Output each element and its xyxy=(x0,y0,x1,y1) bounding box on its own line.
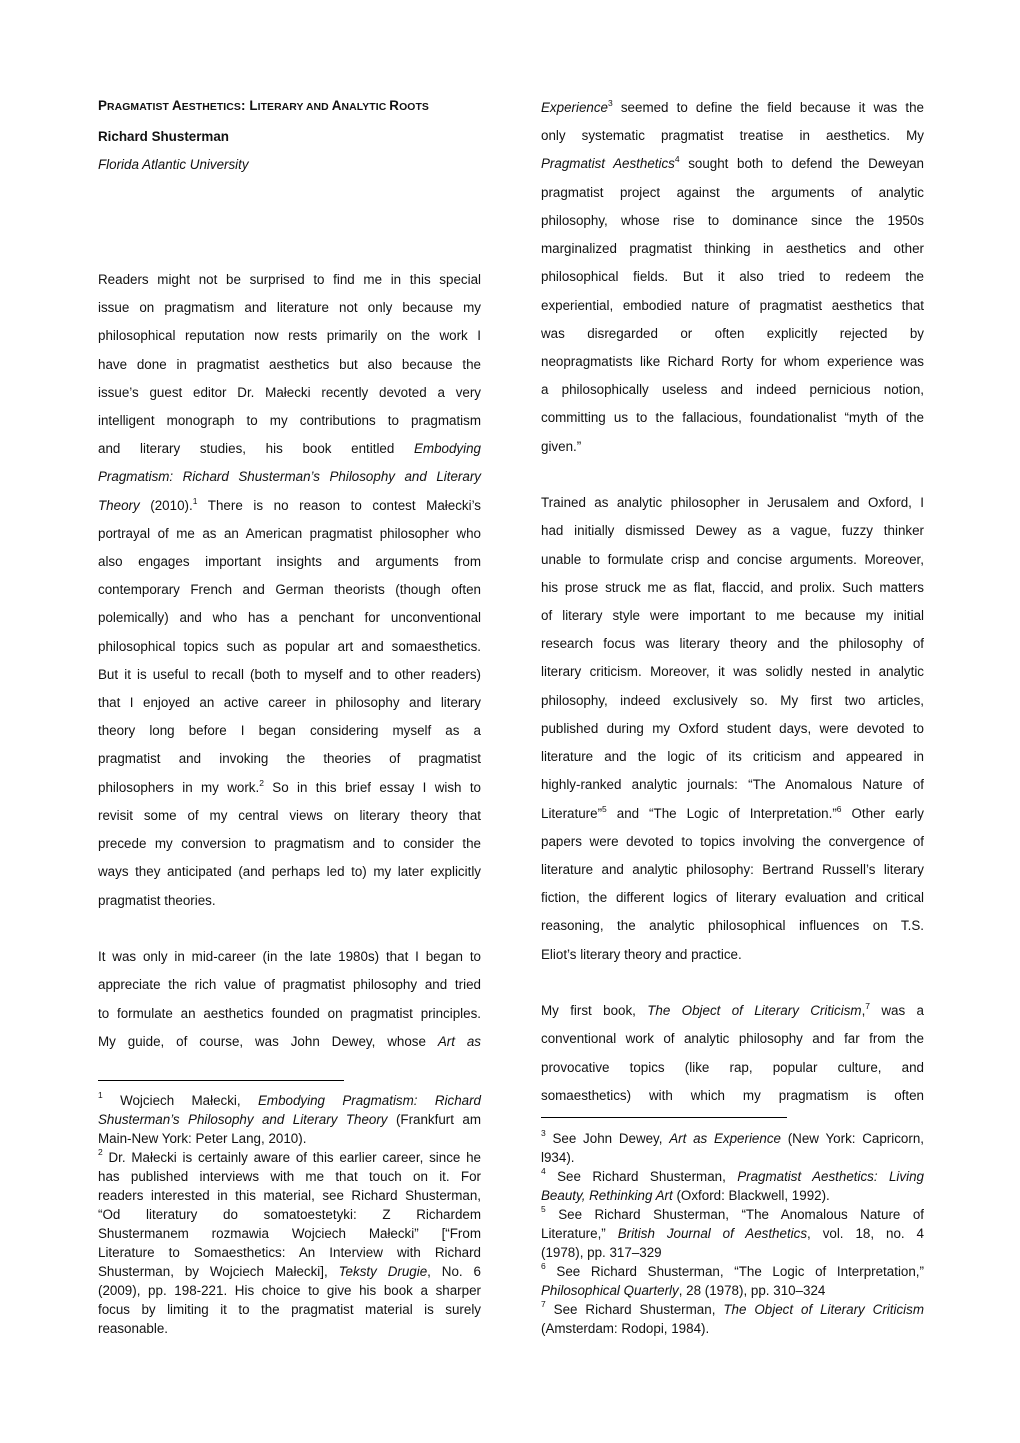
footnote-number: 6 xyxy=(541,1261,546,1271)
text-line: intelligent monograph to my contributions to pragmatism xyxy=(98,413,481,428)
footnote-line: $^3$ See John Dewey, Art as Experience (New York: Capricorn, xyxy=(541,1128,924,1146)
footnote-number: 2 xyxy=(98,1147,103,1157)
footnote-line: $^4$ See Richard Shusterman, Pragmatist Aesthetics: Living xyxy=(541,1166,924,1184)
text-line: neopragmatists like Richard Rorty for whom experience was xyxy=(541,354,924,369)
text-line: given.” xyxy=(541,439,582,454)
text-line: to formulate an aesthetics founded on pragmatist principles. xyxy=(98,1006,481,1021)
text-line: reasoning, the analytic philosophical influences on T.S. xyxy=(541,918,924,933)
text-line: have done in pragmatist aesthetics but also because the xyxy=(98,357,481,372)
footnote-number: 5 xyxy=(541,1204,546,1214)
text-line: philosophical fields. But it also tried to redeem the xyxy=(541,269,924,284)
text-line: highly-ranked analytic journals: “The Anomalous Nature of xyxy=(541,777,924,792)
footnote-line: Literature to Somaesthetics: An Interview with Richard xyxy=(98,1245,481,1260)
text-line: of literary style were important to me because my initial xyxy=(541,608,924,623)
text-line: precede my conversion to pragmatism and to consider the xyxy=(98,836,481,851)
text-line: conventional work of analytic philosophy and far from the xyxy=(541,1031,924,1046)
footnote-ref: 1 xyxy=(192,496,198,506)
text-line: Trained as analytic philosopher in Jerusalem and Oxford, I xyxy=(541,495,924,510)
footnote-ref: 3 xyxy=(608,98,613,108)
footnote-line: $^2$ Dr. Małecki is certainly aware of this earlier career, since he xyxy=(98,1147,481,1165)
text-line: his prose struck me as flat, flaccid, and prolix. Such matters xyxy=(541,580,924,595)
article-title: PRAGMATIST AESTHETICS: LITERARY AND ANALYTIC ROOTS xyxy=(98,98,429,113)
text-line: issue’s guest editor Dr. Małecki recently devoted a very xyxy=(98,385,481,400)
text-line: pragmatist project against the arguments of analytic xyxy=(541,185,924,200)
footnote-ref: 5 xyxy=(602,804,607,814)
text-line: philosophical reputation now rests primarily on the work I xyxy=(98,328,481,343)
footnote-line: $^6$ See Richard Shusterman, “The Logic of Interpretation,” xyxy=(541,1261,924,1279)
text-line: Pragmatist Aesthetics$^4$ sought both to defend the Deweyan xyxy=(541,154,924,171)
text-line: papers were devoted to topics involving the convergence of xyxy=(541,834,924,849)
footnote-line: Main-New York: Peter Lang, 2010). xyxy=(98,1131,307,1146)
text-line: philosophy, indeed exclusively so. My first two articles, xyxy=(541,693,924,708)
text-line: only systematic pragmatist treatise in aesthetics. My xyxy=(541,128,924,143)
footnote-number: 3 xyxy=(541,1128,546,1138)
footnote-ref: 4 xyxy=(674,154,680,164)
author-name: Richard Shusterman xyxy=(98,129,229,144)
footnote-number: 4 xyxy=(541,1166,546,1176)
text-line: It was only in mid-career (in the late 1980s) that I began to xyxy=(98,949,481,964)
text-line: But it is useful to recall (both to myself and to other readers) xyxy=(98,667,481,682)
footnote-line: has published interviews with me that touch on it. For xyxy=(98,1169,481,1184)
text-line: portrayal of me as an American pragmatist philosopher who xyxy=(98,526,481,541)
footnote-line: $^5$ See Richard Shusterman, “The Anomalous Nature of xyxy=(541,1204,924,1222)
text-line: experiential, embodied nature of pragmatist aesthetics that xyxy=(541,298,924,313)
footnote-ref: 2 xyxy=(259,778,264,788)
footnote-separator xyxy=(541,1117,787,1118)
footnote-line: Shustermanem rozmawia Wojciech Małecki” [“From xyxy=(98,1226,481,1241)
text-line: Pragmatism: Richard Shusterman’s Philosophy and Literary xyxy=(98,469,481,484)
footnote-separator xyxy=(98,1080,344,1081)
text-line: My guide, of course, was John Dewey, whose Art as xyxy=(98,1034,481,1049)
text-line: provocative topics (like rap, popular culture, and xyxy=(541,1060,924,1075)
text-line: unable to formulate crisp and concise arguments. Moreover, xyxy=(541,552,924,567)
footnote-number: 1 xyxy=(98,1090,103,1100)
text-line: My first book, The Object of Literary Criticism,$^7$ was a xyxy=(541,1001,924,1018)
text-line: polemically) and who has a penchant for unconventional xyxy=(98,610,481,625)
footnote-line: reasonable. xyxy=(98,1321,168,1336)
footnote-line: (2009), pp. 198-221. His choice to give his book a sharper xyxy=(98,1283,481,1298)
footnote-line: readers interested in this material, see Richard Shusterman, xyxy=(98,1188,481,1203)
footnote-line: Philosophical Quarterly, 28 (1978), pp. 310–324 xyxy=(541,1283,826,1298)
text-line: somaesthetics) with which my pragmatism is often xyxy=(541,1088,924,1103)
text-line: contemporary French and German theorists (though often xyxy=(98,582,481,597)
text-line: Readers might not be surprised to find me in this special xyxy=(98,272,481,287)
text-line: philosophy, whose rise to dominance since the 1950s xyxy=(541,213,924,228)
text-line: was disregarded or often explicitly rejected by xyxy=(541,326,924,341)
text-line: Eliot’s literary theory and practice. xyxy=(541,947,742,962)
footnote-line: focus by limiting it to the pragmatist material is surely xyxy=(98,1302,481,1317)
text-line: Theory (2010).$^1$ There is no reason to contest Małecki’s xyxy=(98,496,481,513)
text-line: literature and the logic of its criticism and appeared in xyxy=(541,749,924,764)
text-line: pragmatist theories. xyxy=(98,893,216,908)
text-line: committing us to the fallacious, foundationalist “myth of the xyxy=(541,410,924,425)
text-line: philosophical topics such as popular art and somaesthetics. xyxy=(98,639,481,654)
footnote-line: Literature,” British Journal of Aesthetics, vol. 18, no. 4 xyxy=(541,1226,924,1241)
text-line: a philosophically useless and indeed pernicious notion, xyxy=(541,382,924,397)
footnote-number: 7 xyxy=(541,1299,546,1309)
footnote-line: (Amsterdam: Rodopi, 1984). xyxy=(541,1321,710,1336)
text-line: and literary studies, his book entitled Embodying xyxy=(98,441,481,456)
text-line: Literature”$^5$ and “The Logic of Interpretation.”$^6$ Other early xyxy=(541,804,924,821)
text-line: literature and analytic philosophy: Bertrand Russell’s literary xyxy=(541,862,924,877)
text-line: also engages important insights and arguments from xyxy=(98,554,481,569)
text-line: pragmatist and invoking the theories of pragmatist xyxy=(98,751,481,766)
footnote-line: Shusterman’s Philosophy and Literary Theory (Frankfurt am xyxy=(98,1112,482,1127)
text-line: philosophers in my work.$^2$ So in this brief essay I wish to xyxy=(98,778,482,795)
text-line: revisit some of my central views on literary theory that xyxy=(98,808,481,823)
footnote-line: (1978), pp. 317–329 xyxy=(541,1245,662,1260)
text-line: that I enjoyed an active career in philosophy and literary xyxy=(98,695,481,710)
text-line: literary criticism. Moreover, it was solidly nested in analytic xyxy=(541,664,924,679)
footnote-line: l934). xyxy=(541,1150,575,1165)
text-line: published during my Oxford student days, were devoted to xyxy=(541,721,924,736)
footnote-ref: 6 xyxy=(836,804,842,814)
footnote-line: “Od literatury do somatoestetyki: Z Richardem xyxy=(98,1207,481,1222)
footnote-line: Beauty, Rethinking Art (Oxford: Blackwell, 1992). xyxy=(541,1188,830,1203)
footnote-line: Shusterman, by Wojciech Małecki], Teksty Drugie, No. 6 xyxy=(98,1264,481,1279)
author-affiliation: Florida Atlantic University xyxy=(98,157,249,172)
text-line: ways they anticipated (and perhaps led to) my later explicitly xyxy=(98,864,481,879)
text-line: fiction, the different logics of literary evaluation and critical xyxy=(541,890,924,905)
text-line: marginalized pragmatist thinking in aesthetics and other xyxy=(541,241,924,256)
footnote-line: $^1$ Wojciech Małecki, Embodying Pragmatism: Richard xyxy=(98,1090,481,1108)
text-line: issue on pragmatism and literature not only because my xyxy=(98,300,481,315)
footnote-ref: 7 xyxy=(865,1001,871,1011)
text-line: Experience$^3$ seemed to define the field because it was the xyxy=(541,98,924,115)
text-line: theory long before I began considering myself as a xyxy=(98,723,481,738)
text-line: had initially dismissed Dewey as a vague, fuzzy thinker xyxy=(541,523,924,538)
text-line: research focus was literary theory and the philosophy of xyxy=(541,636,924,651)
text-line: appreciate the rich value of pragmatist philosophy and tried xyxy=(98,977,481,992)
footnote-line: $^7$ See Richard Shusterman, The Object of Literary Criticism xyxy=(541,1299,924,1317)
